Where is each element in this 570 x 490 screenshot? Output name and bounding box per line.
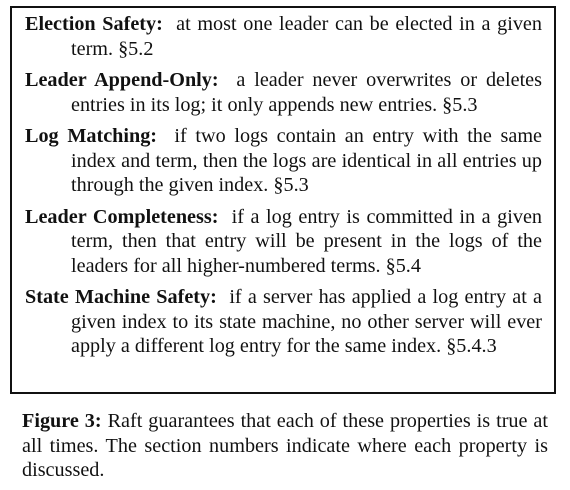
property-text: if two logs contain an entry with the same index and term, then the logs are identical in all entries up through the given index. §5.3: [71, 125, 543, 196]
property-name: State Machine Safety:: [25, 286, 217, 308]
property-text: if a log entry is committed in a given term, then that entry will be present in the logs of the leaders for all higher-numbered terms. §5.4: [71, 205, 543, 277]
caption-text: Raft guarantees that each of these properties is true at all times. The section numbers indicate where each property is discussed.: [22, 410, 549, 481]
property-name: Log Matching:: [25, 125, 158, 147]
properties-box: [10, 6, 556, 394]
property-name: Election Safety:: [25, 13, 163, 35]
property-state-machine-safety: [25, 285, 542, 359]
property-leader-completeness: [25, 205, 542, 279]
property-name: Leader Completeness:: [25, 205, 219, 228]
property-text: at most one leader can be elected in a given term. §5.2: [71, 13, 542, 60]
property-name: Leader Append-Only:: [25, 69, 219, 91]
property-election-safety: [25, 12, 542, 61]
property-text: if a server has applied a log entry at a given index to its state machine, no other server will ever apply a different log entry for the same index. §5.4.3: [71, 286, 543, 357]
figure-label: Figure 3:: [22, 410, 102, 432]
property-text: a leader never overwrites or deletes entries in its log; it only appends new entries. §5.3: [71, 69, 542, 116]
figure-caption: [22, 409, 548, 483]
property-log-matching: [25, 124, 542, 198]
property-leader-append-only: [25, 68, 542, 117]
